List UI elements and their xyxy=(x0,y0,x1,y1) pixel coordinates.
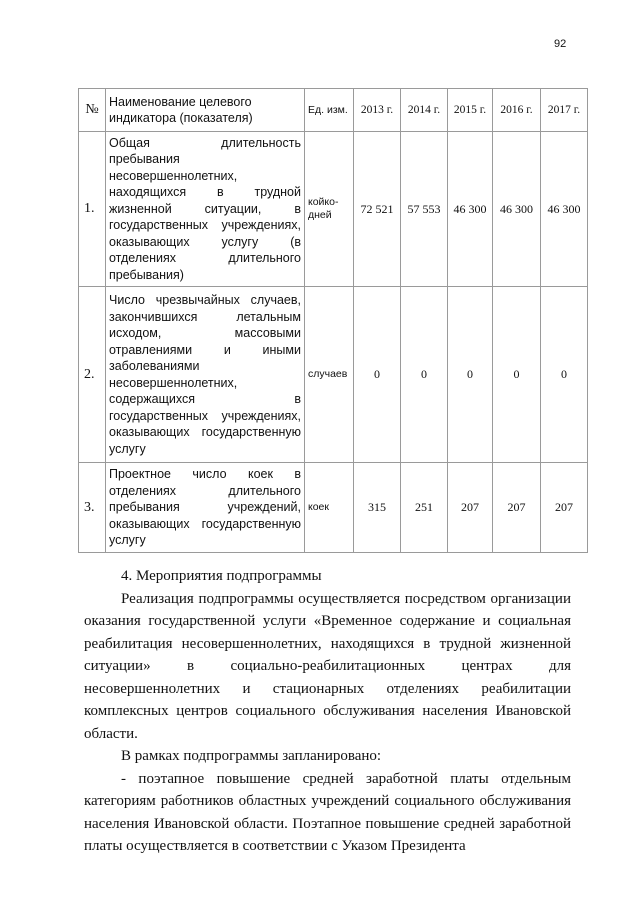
indicator-unit: случаев xyxy=(305,287,354,463)
header-unit: Ед. изм. xyxy=(305,89,354,132)
indicator-unit: коек xyxy=(305,463,354,553)
indicator-name: Общая длительность пребывания несовершеннолетних, находящихся в трудной жизненной ситуации, в государственных учреждениях, оказывающих услугу (в отделениях длительного пребывания) xyxy=(106,132,305,287)
indicator-value: 57 553 xyxy=(401,132,448,287)
paragraph: В рамках подпрограммы запланировано: xyxy=(121,748,382,764)
indicator-value: 251 xyxy=(401,463,448,553)
indicator-value: 46 300 xyxy=(448,132,493,287)
header-year: 2016 г. xyxy=(493,89,541,132)
indicator-value: 207 xyxy=(493,463,541,553)
row-number: 3. xyxy=(79,463,106,553)
indicators-table xyxy=(78,88,588,553)
table-row xyxy=(79,287,588,463)
table-row xyxy=(79,463,588,553)
indicator-name: Проектное число коек в отделениях длительного пребывания учреждений, оказывающих государственную услугу xyxy=(106,463,305,553)
indicator-value: 0 xyxy=(493,287,541,463)
indicator-value: 0 xyxy=(448,287,493,463)
indicator-value: 0 xyxy=(401,287,448,463)
indicator-value: 46 300 xyxy=(493,132,541,287)
indicator-value: 72 521 xyxy=(354,132,401,287)
page-number: 92 xyxy=(554,38,567,50)
paragraph: - поэтапное повышение средней заработной платы отдельным категориям работников областных учреждений социального обслуживания населения Ивановской области. Поэтапное повышение средней заработной платы осуществляется в соответствии с Указом Президента xyxy=(84,770,571,854)
header-year: 2015 г. xyxy=(448,89,493,132)
indicator-value: 0 xyxy=(354,287,401,463)
section-title: 4. Мероприятия подпрограммы xyxy=(121,568,322,584)
indicator-value: 315 xyxy=(354,463,401,553)
indicator-value: 46 300 xyxy=(541,132,588,287)
indicator-value: 207 xyxy=(448,463,493,553)
header-year: 2017 г. xyxy=(541,89,588,132)
section-body xyxy=(84,565,571,858)
paragraph: Реализация подпрограммы осуществляется посредством организации оказания государственной услуги «Временное содержание и социальная реабилитация несовершеннолетних, находящихся в трудной жизненной ситуации» в социально-реабилитационных центрах для несовершеннолетних и стационарных отделениях реабилитации комплексных центров социального обслуживания населения Ивановской области. xyxy=(84,590,571,742)
header-year: 2014 г. xyxy=(401,89,448,132)
indicator-unit: койко-дней xyxy=(305,132,354,287)
header-num: № xyxy=(79,89,106,132)
indicator-value: 0 xyxy=(541,287,588,463)
table-row xyxy=(79,132,588,287)
indicator-value: 207 xyxy=(541,463,588,553)
indicator-name: Число чрезвычайных случаев, закончившихся летальным исходом, массовыми отравлениями и иными заболеваниями несовершеннолетних, содержащихся в государственных учреждениях, оказывающих государственную услугу xyxy=(106,287,305,463)
row-number: 2. xyxy=(79,287,106,463)
table-header-row xyxy=(79,89,588,132)
header-year: 2013 г. xyxy=(354,89,401,132)
header-name: Наименование целевого индикатора (показателя) xyxy=(106,89,305,132)
row-number: 1. xyxy=(79,132,106,287)
